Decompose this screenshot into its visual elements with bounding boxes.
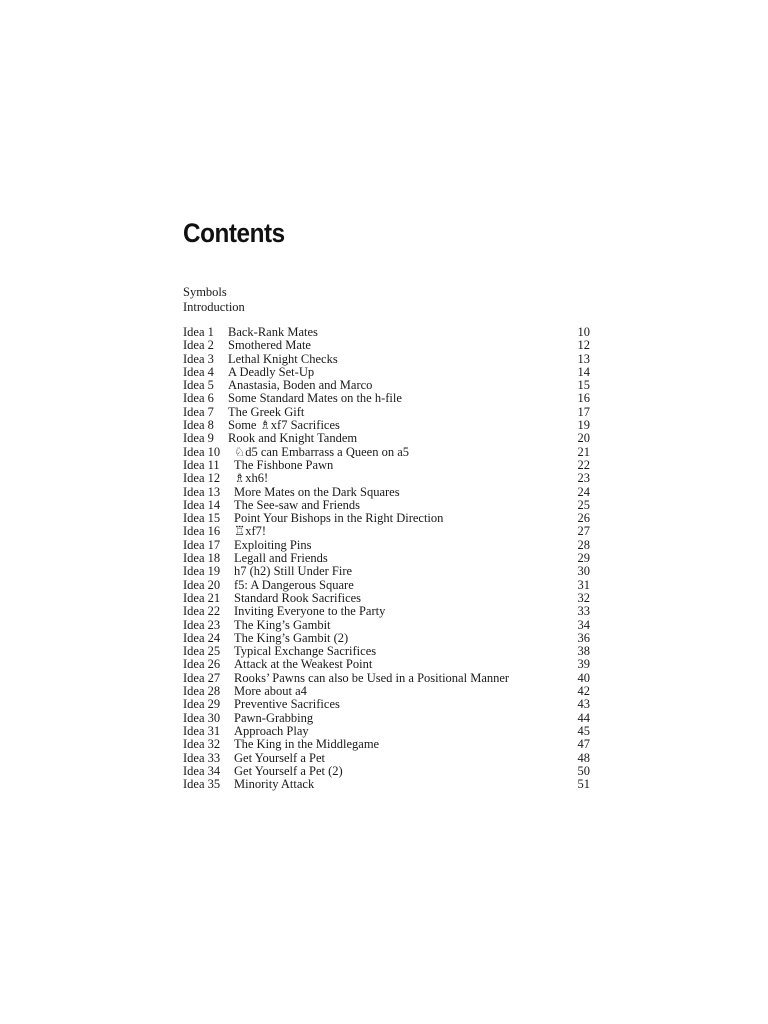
toc-entry-number: Idea 30 — [183, 710, 221, 725]
toc-entry-title: The Fishbone Pawn — [234, 457, 334, 472]
toc-entry-number: Idea 32 — [183, 737, 221, 752]
toc-entry-title: Smothered Mate — [228, 338, 311, 353]
toc-entry-page: 31 — [577, 577, 590, 592]
toc-entry-page: 36 — [577, 630, 590, 645]
toc-entry-page: 17 — [577, 404, 590, 419]
toc-entry — [183, 446, 590, 459]
toc-entry-number: Idea 20 — [183, 577, 221, 592]
toc-entry-number: Idea 16 — [183, 524, 221, 539]
toc-entry-title: Some Standard Mates on the h-file — [228, 391, 402, 406]
toc-entry-page: 45 — [577, 723, 590, 738]
toc-entry — [183, 778, 590, 791]
toc-entry-number: Idea 34 — [183, 763, 221, 778]
toc-entry — [183, 698, 590, 711]
toc-entry — [183, 406, 590, 419]
toc-entry-page: 30 — [577, 564, 590, 579]
toc-entry-title: The King in the Middlegame — [234, 737, 380, 752]
toc-entry-page: 27 — [577, 524, 590, 539]
toc-entry-number: Idea 24 — [183, 630, 221, 645]
toc-entry-title: Rooks’ Pawns can also be Used in a Positional Manner — [234, 670, 510, 685]
toc-entry-title: Typical Exchange Sacrifices — [234, 644, 377, 659]
toc-entry-title: Point Your Bishops in the Right Direction — [234, 511, 444, 526]
front-matter-list — [183, 285, 245, 314]
toc-entry — [183, 752, 590, 765]
toc-entry-number: Idea 9 — [183, 431, 214, 446]
toc-entry-number: Idea 8 — [183, 418, 214, 433]
toc-entry — [183, 565, 590, 578]
page-title: Contents — [183, 218, 285, 248]
toc-entry-page: 40 — [577, 670, 590, 685]
toc-entry-title: Some ♗xf7 Sacrifices — [228, 418, 340, 433]
toc-entry — [183, 592, 590, 605]
toc-entry — [183, 472, 590, 485]
toc-entry-page: 21 — [577, 444, 590, 459]
toc-entry-number: Idea 11 — [183, 457, 220, 472]
toc-entry-page: 26 — [577, 511, 590, 526]
toc-entry — [183, 552, 590, 565]
front-matter-introduction: Introduction — [183, 299, 245, 314]
toc-entry-page: 33 — [577, 604, 590, 619]
toc-entry-number: Idea 28 — [183, 684, 221, 699]
toc-entry — [183, 619, 590, 632]
toc-entry-title: ♘d5 can Embarrass a Queen on a5 — [234, 444, 410, 459]
toc-entry-page: 43 — [577, 697, 590, 712]
toc-entry — [183, 379, 590, 392]
toc-entry-number: Idea 23 — [183, 617, 221, 632]
toc-entry-number: Idea 3 — [183, 351, 214, 366]
toc-entry-number: Idea 6 — [183, 391, 214, 406]
toc-entry-title: Minority Attack — [234, 777, 315, 792]
toc-entry — [183, 539, 590, 552]
toc-entry — [183, 353, 590, 366]
toc-entry-page: 20 — [577, 431, 590, 446]
toc-entry-page: 24 — [577, 484, 590, 499]
toc-entry-title: Attack at the Weakest Point — [234, 657, 373, 672]
toc-entry-page: 51 — [577, 777, 590, 792]
toc-entry-title: Standard Rook Sacrifices — [234, 590, 362, 605]
toc-entry — [183, 738, 590, 751]
toc-entry-number: Idea 22 — [183, 604, 221, 619]
toc-entry-title: Inviting Everyone to the Party — [234, 604, 386, 619]
toc-entry-title: More about a4 — [234, 684, 307, 699]
toc-entry — [183, 525, 590, 538]
toc-entry-number: Idea 19 — [183, 564, 221, 579]
toc-entry-title: Anastasia, Boden and Marco — [228, 378, 373, 393]
toc-entry-page: 38 — [577, 644, 590, 659]
toc-entry — [183, 366, 590, 379]
toc-entry-number: Idea 4 — [183, 364, 214, 379]
toc-entry-page: 16 — [577, 391, 590, 406]
toc-entry-number: Idea 29 — [183, 697, 221, 712]
toc-entry-title: Approach Play — [234, 723, 309, 738]
toc-entry-page: 23 — [577, 471, 590, 486]
toc-entry-title: Back-Rank Mates — [228, 325, 318, 339]
toc-entry-number: Idea 14 — [183, 497, 221, 512]
toc-entry-number: Idea 21 — [183, 590, 221, 605]
front-matter-symbols: Symbols — [183, 285, 227, 299]
toc-entry — [183, 712, 590, 725]
toc-entry-page: 14 — [577, 364, 590, 379]
toc-entry-number: Idea 10 — [183, 444, 221, 459]
toc-entry — [183, 419, 590, 432]
toc-entry-number: Idea 2 — [183, 338, 214, 353]
toc-entry-title: More Mates on the Dark Squares — [234, 484, 400, 499]
toc-entry — [183, 605, 590, 618]
toc-entry-page: 22 — [577, 457, 590, 472]
toc-entry-title: Legall and Friends — [234, 551, 328, 566]
toc-entry-page: 39 — [577, 657, 590, 672]
toc-entry-title: h7 (h2) Still Under Fire — [234, 564, 353, 579]
toc-entry — [183, 685, 590, 698]
toc-entry-number: Idea 15 — [183, 511, 221, 526]
toc-entry-number: Idea 25 — [183, 644, 221, 659]
toc-entry-title: A Deadly Set-Up — [228, 364, 315, 379]
toc-entry-page: 29 — [577, 551, 590, 566]
toc-entry-page: 15 — [577, 378, 590, 393]
toc-entry-title: Get Yourself a Pet (2) — [234, 763, 343, 778]
toc-entry-number: Idea 5 — [183, 378, 214, 393]
toc-entry — [183, 392, 590, 405]
toc-entry-number: Idea 12 — [183, 471, 221, 486]
toc-entry-title: ♖xf7! — [234, 524, 267, 539]
toc-entry-page: 48 — [577, 750, 590, 765]
toc-entry-page: 44 — [577, 710, 590, 725]
toc-entry-page: 50 — [577, 763, 590, 778]
toc-entry-page: 25 — [577, 497, 590, 512]
toc-entry — [183, 339, 590, 352]
toc-entry — [183, 432, 590, 445]
toc-entry-title: f5: A Dangerous Square — [234, 577, 354, 592]
toc-entry — [183, 725, 590, 738]
toc-entry — [183, 512, 590, 525]
toc-entry — [183, 672, 590, 685]
toc-entry-title: The King’s Gambit (2) — [234, 630, 349, 645]
toc-entry-title: Rook and Knight Tandem — [228, 431, 358, 446]
toc-entry-number: Idea 13 — [183, 484, 221, 499]
toc-entry-page: 42 — [577, 684, 590, 699]
toc-entry — [183, 579, 590, 592]
toc-entry — [183, 632, 590, 645]
toc-entry-page: 12 — [577, 338, 590, 353]
toc-entry-number: Idea 35 — [183, 777, 221, 792]
toc-entry-number: Idea 33 — [183, 750, 221, 765]
toc-entry-page: 28 — [577, 537, 590, 552]
toc-entry — [183, 765, 590, 778]
toc-entry — [183, 658, 590, 671]
toc-entry-title: Get Yourself a Pet — [234, 750, 325, 765]
toc-entry-page: 34 — [577, 617, 590, 632]
toc-entry-page: 47 — [577, 737, 590, 752]
toc-entry-title: ♗xh6! — [234, 471, 269, 486]
toc-entry-number: Idea 18 — [183, 551, 221, 566]
toc-entry-number: Idea 17 — [183, 537, 221, 552]
toc-entry-page: 10 — [577, 325, 590, 339]
toc-entry-title: The King’s Gambit — [234, 617, 331, 632]
toc-entry-page: 13 — [577, 351, 590, 366]
toc-entry-number: Idea 26 — [183, 657, 221, 672]
toc-entry-title: Pawn-Grabbing — [234, 710, 314, 725]
toc-entry-page: 32 — [577, 590, 590, 605]
toc-entry-title: Exploiting Pins — [234, 537, 312, 552]
toc-entry-title: The See-saw and Friends — [234, 497, 361, 512]
toc-entry — [183, 486, 590, 499]
toc-entry-number: Idea 27 — [183, 670, 221, 685]
toc-entry-title: Preventive Sacrifices — [234, 697, 340, 712]
toc-list — [183, 326, 590, 791]
toc-entry-number: Idea 7 — [183, 404, 214, 419]
toc-entry — [183, 459, 590, 472]
toc-entry-number: Idea 31 — [183, 723, 221, 738]
toc-entry — [183, 326, 590, 339]
toc-entry — [183, 499, 590, 512]
toc-entry-page: 19 — [577, 418, 590, 433]
toc-entry-number: Idea 1 — [183, 325, 214, 339]
toc-entry-title: Lethal Knight Checks — [228, 351, 338, 366]
toc-entry — [183, 645, 590, 658]
toc-entry-title: The Greek Gift — [228, 404, 305, 419]
